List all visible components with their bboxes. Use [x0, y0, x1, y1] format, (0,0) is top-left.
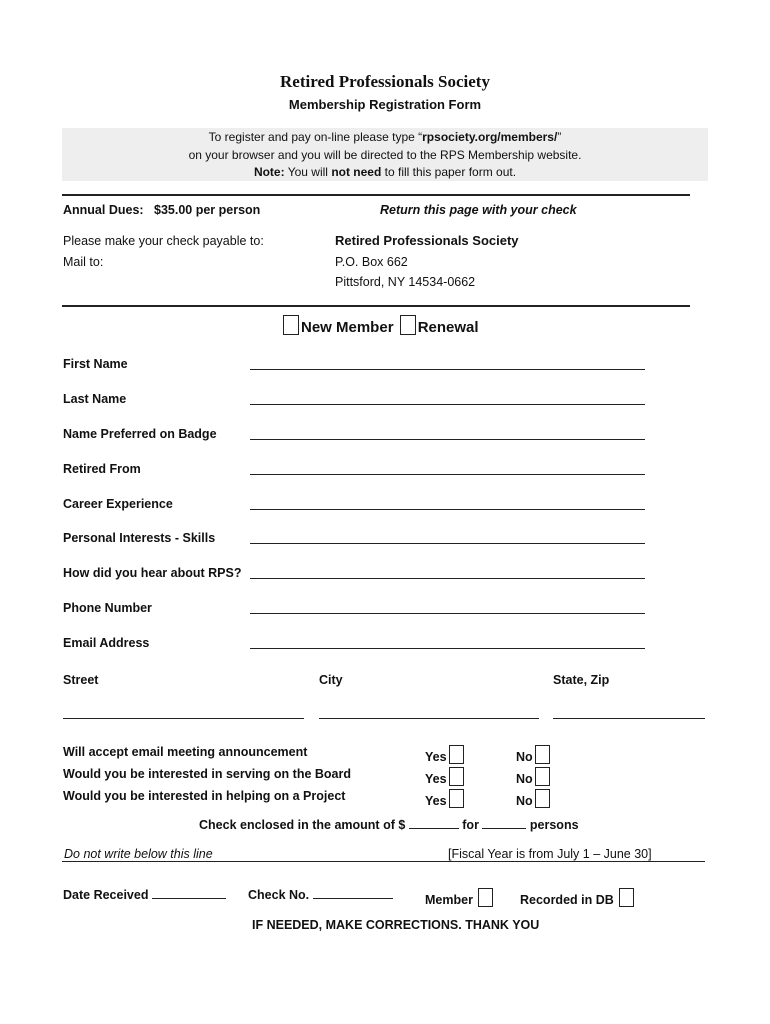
check-number-row: Check No.	[248, 888, 393, 902]
office-use-divider	[62, 861, 705, 862]
member-checkbox[interactable]	[478, 888, 493, 907]
member-row: Member	[425, 888, 495, 907]
new-member-label: New Member	[301, 319, 394, 336]
email-field[interactable]	[250, 648, 645, 649]
badge-name-label: Name Preferred on Badge	[63, 427, 217, 441]
interests-field[interactable]	[250, 543, 645, 544]
first-name-field[interactable]	[250, 369, 645, 370]
online-info-note: Note: You will not need to fill this paper form out.	[253, 165, 517, 179]
form-title: Retired Professionals Society	[280, 72, 490, 91]
question-3-yes-checkbox[interactable]	[449, 789, 464, 808]
do-not-write-note: Do not write below this line	[64, 847, 213, 861]
recorded-row: Recorded in DB	[520, 888, 636, 907]
divider-top	[62, 194, 690, 196]
career-experience-field[interactable]	[250, 509, 645, 510]
divider-middle	[62, 305, 690, 307]
interests-label: Personal Interests - Skills	[63, 531, 216, 545]
new-member-checkbox[interactable]	[283, 315, 299, 335]
annual-dues-amount: $35.00 per person	[154, 203, 261, 217]
phone-label: Phone Number	[63, 601, 152, 615]
mail-address-line-1: P.O. Box 662	[335, 255, 408, 269]
badge-name-field[interactable]	[250, 439, 645, 440]
recorded-checkbox[interactable]	[619, 888, 634, 907]
persons-count-field[interactable]	[482, 828, 526, 829]
question-2-yes: Yes	[425, 767, 466, 786]
question-email-announcement: Will accept email meeting announcement	[63, 745, 308, 759]
membership-type-row	[281, 315, 479, 336]
online-info-line-1: To register and pay on-line please type “rpsociety.org/members/”	[208, 130, 562, 144]
check-amount-field[interactable]	[409, 828, 459, 829]
city-label: City	[319, 673, 343, 687]
fiscal-year-note: [Fiscal Year is from July 1 – June 30]	[448, 847, 652, 861]
question-1-yes-checkbox[interactable]	[449, 745, 464, 764]
referral-label: How did you hear about RPS?	[63, 566, 242, 580]
state-zip-label: State, Zip	[553, 673, 610, 687]
payable-label: Please make your check payable to:	[63, 234, 264, 248]
form-subtitle: Membership Registration Form	[288, 97, 482, 112]
check-enclosed-line: Check enclosed in the amount of $ for persons	[199, 818, 579, 832]
payee-name: Retired Professionals Society	[335, 233, 519, 248]
question-help-project: Would you be interested in helping on a Project	[63, 789, 346, 803]
annual-dues-label: Annual Dues:	[63, 203, 144, 217]
mail-to-label: Mail to:	[63, 255, 104, 269]
mail-address-line-2: Pittsford, NY 14534-0662	[335, 275, 476, 289]
footer-note: IF NEEDED, MAKE CORRECTIONS. THANK YOU	[252, 918, 540, 932]
question-1-yes: Yes	[425, 745, 466, 764]
question-3-no: No	[516, 789, 552, 808]
question-3-no-checkbox[interactable]	[535, 789, 550, 808]
last-name-field[interactable]	[250, 404, 645, 405]
question-serve-board: Would you be interested in serving on the Board	[63, 767, 351, 781]
website-url: rpsociety.org/members/	[422, 130, 558, 144]
city-field[interactable]	[319, 718, 539, 719]
question-2-no-checkbox[interactable]	[535, 767, 550, 786]
question-3-yes: Yes	[425, 789, 466, 808]
check-number-field[interactable]	[313, 898, 393, 899]
street-field[interactable]	[63, 718, 304, 719]
retired-from-label: Retired From	[63, 462, 141, 476]
question-1-no: No	[516, 745, 552, 764]
first-name-label: First Name	[63, 357, 128, 371]
date-received-field[interactable]	[152, 898, 226, 899]
phone-field[interactable]	[250, 613, 645, 614]
state-zip-field[interactable]	[553, 718, 705, 719]
return-note: Return this page with your check	[380, 203, 577, 217]
question-2-yes-checkbox[interactable]	[449, 767, 464, 786]
referral-field[interactable]	[250, 578, 645, 579]
career-experience-label: Career Experience	[63, 497, 173, 511]
renewal-checkbox[interactable]	[400, 315, 416, 335]
renewal-label: Renewal	[417, 319, 479, 336]
date-received-row: Date Received	[63, 888, 226, 902]
question-2-no: No	[516, 767, 552, 786]
email-label: Email Address	[63, 636, 150, 650]
last-name-label: Last Name	[63, 392, 127, 406]
question-1-no-checkbox[interactable]	[535, 745, 550, 764]
street-label: Street	[63, 673, 99, 687]
retired-from-field[interactable]	[250, 474, 645, 475]
online-info-line-2: on your browser and you will be directed to the RPS Membership website.	[188, 148, 582, 162]
